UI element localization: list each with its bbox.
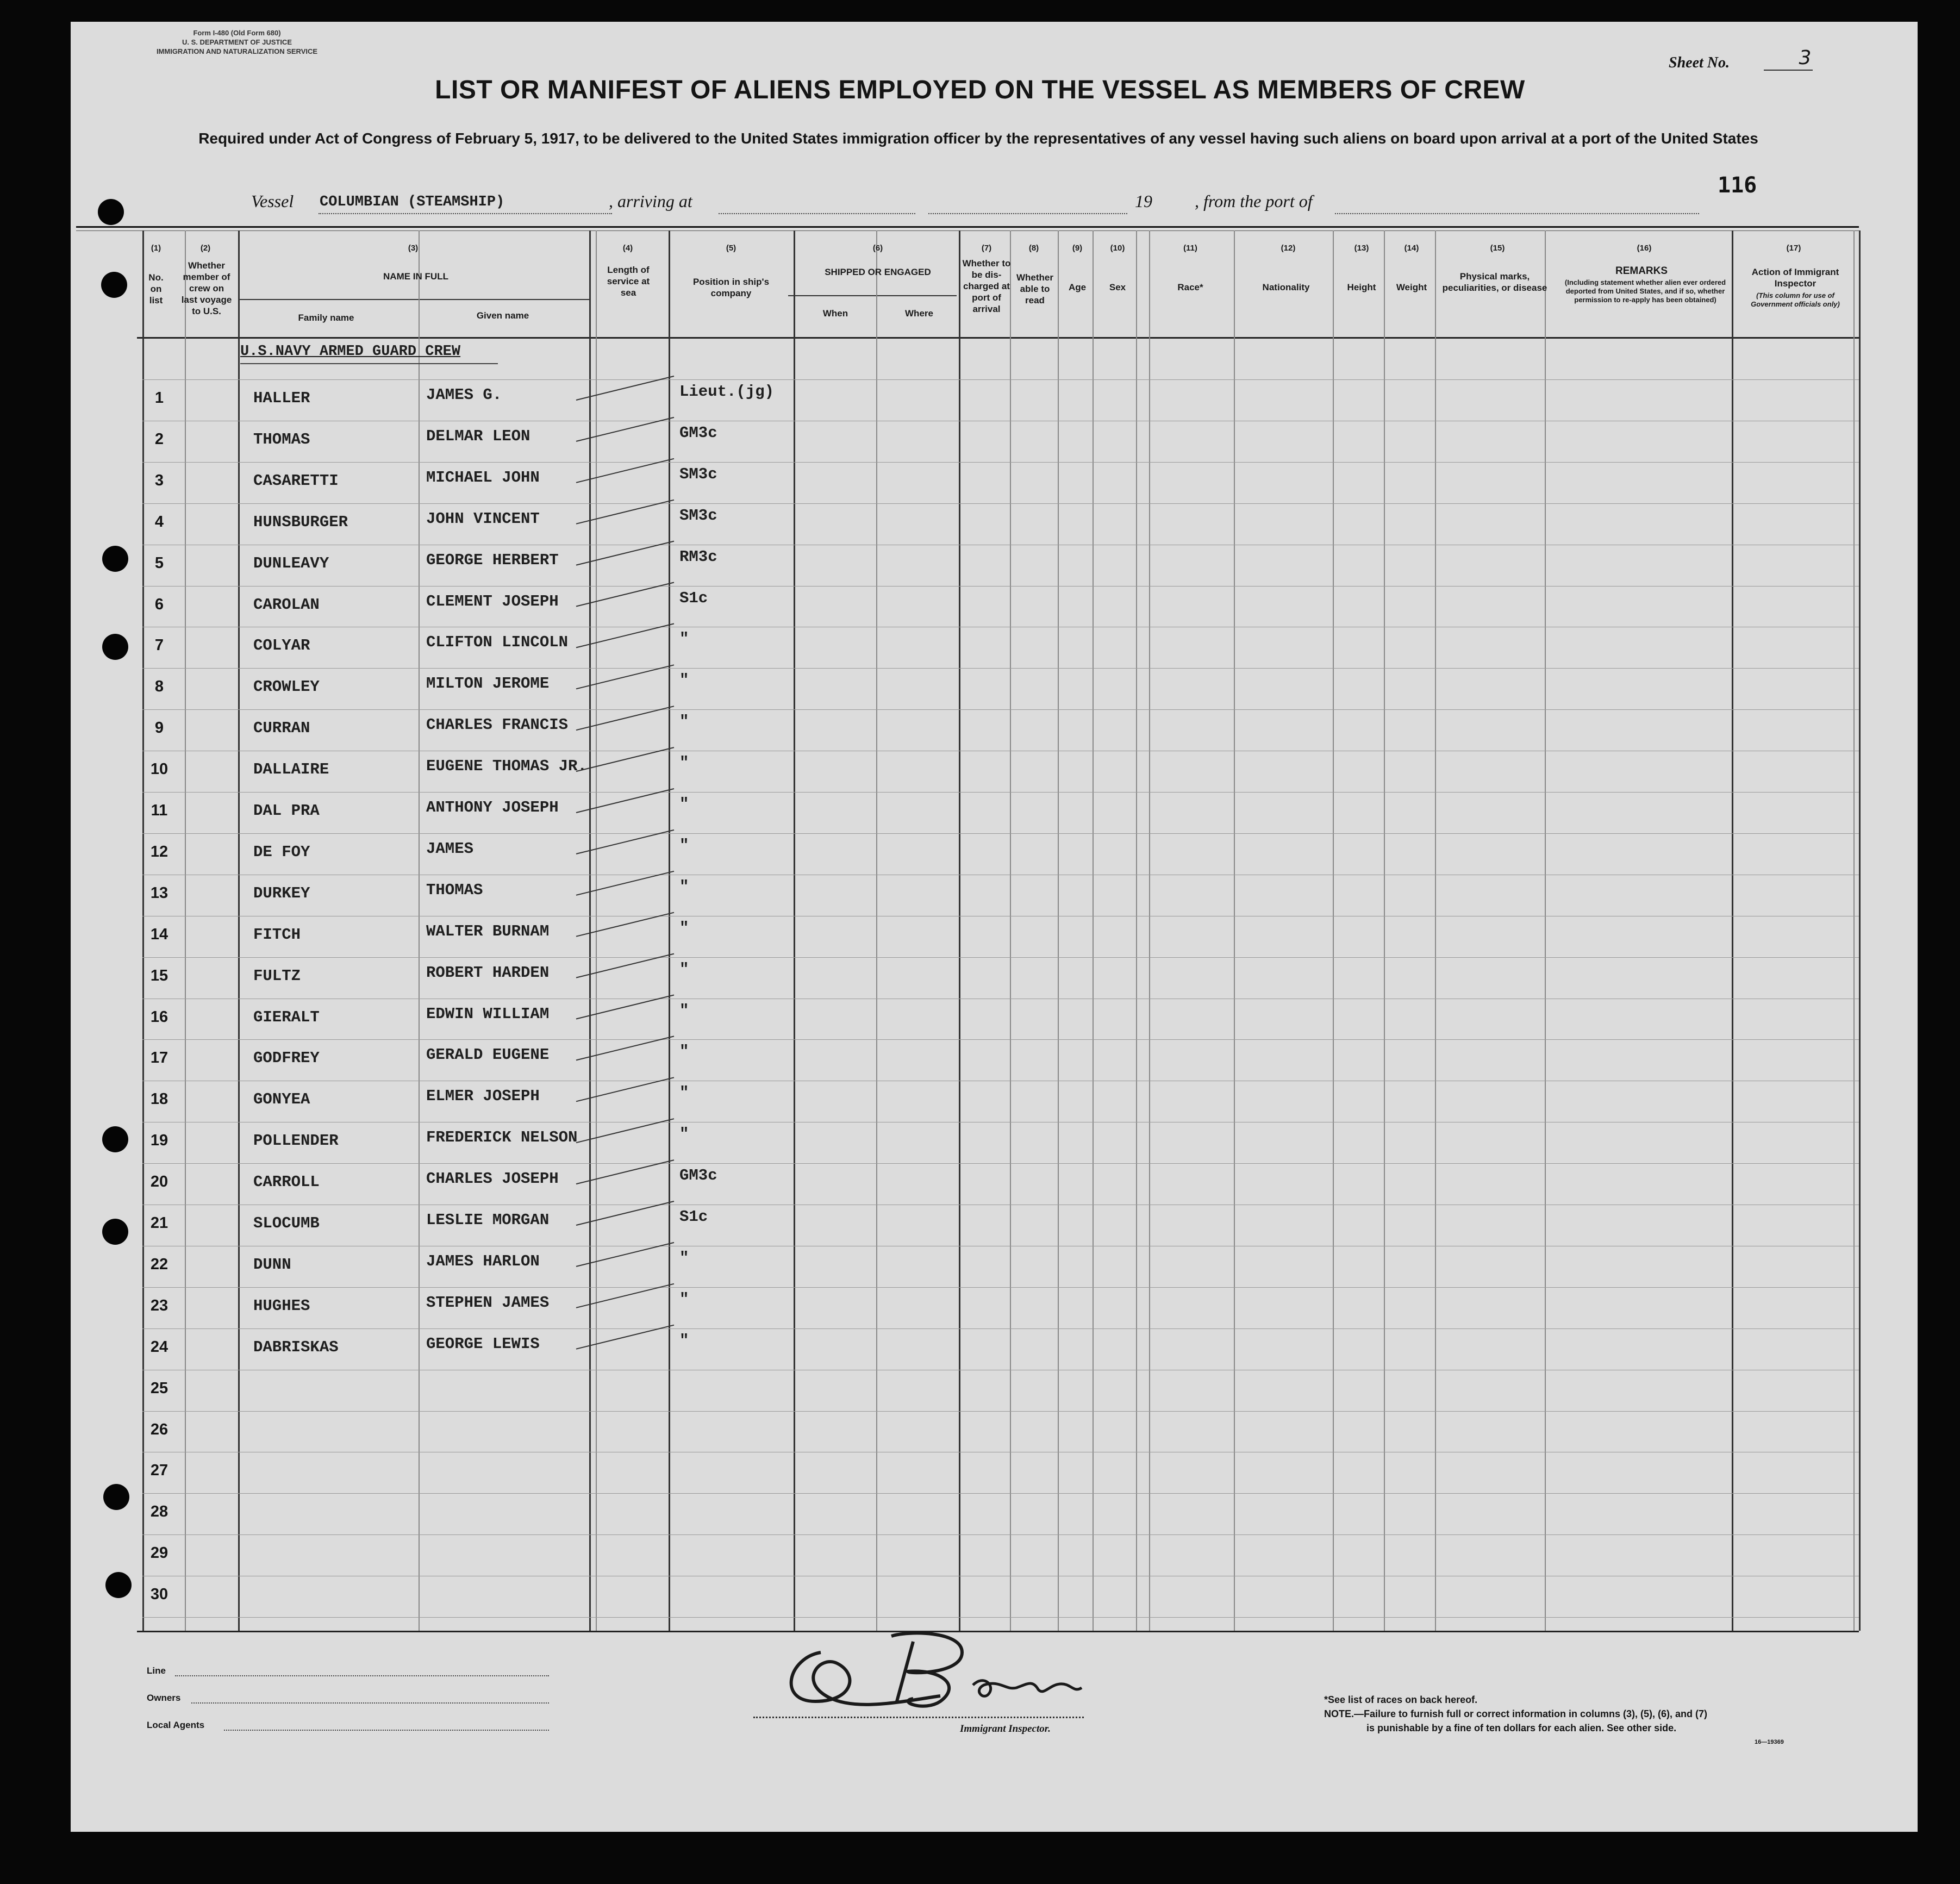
given-name-cell: MICHAEL JOHN: [426, 468, 540, 486]
given-name-cell: CHARLES JOSEPH: [426, 1170, 559, 1188]
owners-dotted-line: [191, 1702, 549, 1704]
row-number: 21: [150, 1214, 168, 1232]
column-rule: [1136, 230, 1137, 1631]
family-name-cell: FULTZ: [253, 966, 301, 985]
column-rule: [596, 230, 597, 1631]
row-rule: [142, 709, 1859, 710]
family-name-cell: HUNSBURGER: [253, 513, 348, 531]
row-number: 7: [154, 637, 164, 654]
row-number: 1: [154, 389, 164, 407]
row-number: 12: [150, 843, 168, 860]
row-number: 19: [150, 1132, 168, 1150]
form-number: Form I-480 (Old Form 680): [193, 29, 281, 37]
department-name: U. S. DEPARTMENT OF JUSTICE: [182, 38, 292, 46]
row-number: 26: [150, 1420, 168, 1438]
position-cell: ": [679, 919, 689, 937]
signature-line: [753, 1717, 1084, 1718]
column-rule: [238, 230, 240, 1631]
shipped-header-rule: [788, 295, 957, 296]
column-rule: [959, 230, 960, 1631]
given-name-cell: EDWIN WILLIAM: [426, 1005, 550, 1023]
agents-dotted-line: [224, 1730, 549, 1731]
family-name-cell: DALLAIRE: [253, 760, 329, 779]
column-rule: [589, 230, 591, 1631]
column-rule: [1234, 230, 1235, 1631]
column-rule: [1010, 230, 1011, 1631]
header-weight: Weight: [1396, 282, 1427, 292]
family-name-cell: DURKEY: [253, 884, 310, 902]
position-cell: ": [679, 713, 689, 731]
given-name-cell: CLEMENT JOSEPH: [426, 592, 559, 610]
races-note: *See list of races on back hereof.: [1324, 1694, 1478, 1705]
given-name-cell: GEORGE LEWIS: [426, 1334, 540, 1353]
family-name-cell: POLLENDER: [253, 1132, 339, 1150]
family-name-cell: CASARETTI: [253, 471, 339, 490]
given-name-cell: THOMAS: [426, 881, 483, 899]
name-header-rule: [238, 299, 590, 300]
column-rule: [1853, 230, 1855, 1631]
punch-hole: [98, 199, 124, 225]
header-discharged: Whether to be dis-charged at port of arrival: [962, 258, 1011, 314]
family-name-cell: DUNLEAVY: [253, 554, 329, 572]
sheet-number-underline: [1764, 70, 1813, 71]
row-number: 3: [154, 471, 164, 489]
line-dotted-line: [175, 1675, 549, 1676]
colnum-16: (16): [1637, 244, 1652, 253]
column-rule: [1333, 230, 1334, 1631]
header-length-of-service: Length of service at sea: [607, 265, 650, 298]
year-label: 19: [1135, 191, 1152, 211]
column-rule: [419, 230, 420, 1631]
colnum-6: (6): [872, 244, 883, 253]
row-number: 14: [150, 925, 168, 943]
family-name-cell: DE FOY: [253, 843, 310, 861]
position-cell: ": [679, 795, 689, 813]
given-name-cell: CLIFTON LINCOLN: [426, 633, 569, 652]
column-rule: [1732, 230, 1733, 1631]
row-rule: [142, 462, 1859, 463]
column-rule: [1435, 230, 1436, 1631]
row-number: 20: [150, 1173, 168, 1191]
given-name-cell: DELMAR LEON: [426, 427, 530, 445]
punch-hole: [103, 1484, 129, 1510]
header-able-to-read: Whether able to read: [1016, 272, 1053, 305]
document-subtitle: Required under Act of Congress of February 5, 1917, to be delivered to the United States immigration officer by the representatives of any vessel having such aliens on board upon arrival at a port of the United States: [198, 130, 1758, 147]
given-name-cell: GERALD EUGENE: [426, 1046, 550, 1064]
position-cell: SM3c: [679, 506, 717, 525]
header-remarks-note: (Including statement whether alien ever ordered deported from United States, and if so, whether permission to re-apply has been obtained): [1564, 278, 1726, 304]
family-name-cell: HUGHES: [253, 1296, 310, 1315]
colnum-13: (13): [1354, 244, 1369, 253]
column-rule: [876, 230, 877, 1631]
header-given-name: Given name: [476, 310, 529, 321]
row-rule: [142, 1039, 1859, 1040]
position-cell: ": [679, 1001, 689, 1020]
row-rule: [142, 1328, 1859, 1329]
row-rule: [142, 833, 1859, 834]
family-name-cell: FITCH: [253, 925, 301, 944]
row-number: 22: [150, 1255, 168, 1273]
row-rule: [142, 792, 1859, 793]
inspector-signature: [777, 1620, 1093, 1723]
position-cell: SM3c: [679, 465, 717, 483]
colnum-8: (8): [1028, 244, 1039, 253]
header-no-on-list: No. on list: [148, 272, 164, 305]
family-name-cell: COLYAR: [253, 637, 310, 655]
form-identification: [128, 28, 346, 56]
sheet-number-label: Sheet No.: [1669, 54, 1730, 71]
table-top-rule-thin: [76, 230, 1859, 231]
position-cell: S1c: [679, 589, 708, 607]
column-rule: [1093, 230, 1094, 1631]
row-number: 18: [150, 1090, 168, 1108]
vessel-dotted-line: [319, 213, 612, 214]
family-name-cell: CARROLL: [253, 1173, 320, 1191]
header-shipped-or-engaged: SHIPPED OR ENGAGED: [825, 267, 931, 277]
row-number: 8: [154, 678, 164, 696]
date-dotted-line: [928, 213, 1127, 214]
agents-label: Local Agents: [147, 1720, 205, 1730]
header-inspector-action: Action of Immigrant Inspector: [1751, 267, 1839, 289]
position-cell: ": [679, 1084, 689, 1102]
row-number: 9: [154, 719, 164, 737]
row-rule: [142, 1287, 1859, 1288]
family-name-cell: DAL PRA: [253, 802, 320, 820]
group-heading-underline: [240, 363, 498, 364]
header-where: Where: [905, 308, 933, 319]
print-code: 16—19369: [1755, 1739, 1784, 1745]
header-remarks: REMARKS: [1615, 265, 1668, 277]
penalty-note-continued: is punishable by a fine of ten dollars for each alien. See other side.: [1366, 1723, 1677, 1733]
table-top-rule: [76, 226, 1859, 228]
group-heading: U.S.NAVY ARMED GUARD CREW: [240, 344, 461, 360]
position-cell: GM3c: [679, 423, 717, 442]
header-position: Position in ship's company: [692, 277, 770, 298]
family-name-cell: SLOCUMB: [253, 1214, 320, 1232]
position-cell: ": [679, 1331, 689, 1350]
column-rule: [794, 230, 795, 1631]
header-sex: Sex: [1109, 282, 1126, 292]
row-number: 29: [150, 1544, 168, 1562]
family-name-cell: CROWLEY: [253, 678, 320, 696]
row-number: 13: [150, 884, 168, 902]
punch-hole: [102, 1126, 128, 1152]
row-number: 6: [154, 595, 164, 613]
row-rule: [142, 1411, 1859, 1412]
colnum-11: (11): [1183, 244, 1197, 253]
arriving-label: , arriving at: [609, 191, 692, 211]
column-rule: [185, 230, 186, 1631]
column-rule: [1545, 230, 1546, 1631]
row-rule: [142, 668, 1859, 669]
header-when: When: [822, 308, 848, 319]
position-cell: Lieut.(jg): [679, 383, 775, 401]
row-rule: [142, 1163, 1859, 1164]
given-name-cell: LESLIE MORGAN: [426, 1211, 550, 1229]
position-cell: ": [679, 754, 689, 772]
colnum-10: (10): [1110, 244, 1125, 253]
row-number: 4: [154, 513, 164, 531]
row-rule: [142, 1534, 1859, 1535]
punch-hole: [102, 634, 128, 660]
colnum-4: (4): [622, 244, 633, 253]
family-name-cell: GODFREY: [253, 1049, 320, 1068]
family-name-cell: HALLER: [253, 389, 310, 407]
column-rule: [1149, 230, 1150, 1631]
position-cell: ": [679, 1043, 689, 1061]
header-race: Race*: [1177, 282, 1203, 292]
colnum-7: (7): [981, 244, 992, 253]
punch-hole: [105, 1572, 132, 1598]
column-rule: [1058, 230, 1059, 1631]
given-name-cell: JAMES G.: [426, 386, 502, 404]
position-cell: ": [679, 1249, 689, 1267]
column-rule: [1384, 230, 1385, 1631]
document-title: LIST OR MANIFEST OF ALIENS EMPLOYED ON THE VESSEL AS MEMBERS OF CREW: [435, 76, 1525, 104]
from-port-label: , from the port of: [1195, 191, 1313, 211]
row-number: 2: [154, 430, 164, 448]
position-cell: GM3c: [679, 1166, 717, 1185]
position-cell: S1c: [679, 1208, 708, 1226]
header-member-last-voyage: Whether member of crew on last voyage to U.S.: [181, 260, 232, 316]
given-name-cell: EUGENE THOMAS JR.: [426, 757, 587, 776]
punch-hole: [101, 272, 127, 298]
colnum-12: (12): [1281, 244, 1296, 253]
family-name-cell: THOMAS: [253, 430, 310, 448]
line-label: Line: [147, 1665, 166, 1676]
column-rule: [669, 230, 670, 1631]
position-cell: ": [679, 836, 689, 854]
sheet-number: 3: [1799, 47, 1812, 69]
arriving-dotted-line: [719, 213, 915, 214]
row-number: 27: [150, 1462, 168, 1480]
given-name-cell: MILTON JEROME: [426, 675, 550, 693]
service-name: IMMIGRATION AND NATURALIZATION SERVICE: [156, 47, 318, 55]
given-name-cell: ELMER JOSEPH: [426, 1087, 540, 1106]
given-name-cell: FREDERICK NELSON: [426, 1128, 578, 1147]
colnum-5: (5): [726, 244, 736, 253]
row-rule: [142, 503, 1859, 504]
punch-hole: [102, 546, 128, 572]
header-name-in-full: NAME IN FULL: [383, 271, 448, 282]
header-physical-marks: Physical marks, peculiarities, or disease: [1442, 271, 1547, 293]
given-name-cell: WALTER BURNAM: [426, 922, 550, 940]
inspector-label: Immigrant Inspector.: [960, 1723, 1051, 1735]
family-name-cell: DUNN: [253, 1255, 291, 1274]
row-number: 30: [150, 1586, 168, 1604]
owners-label: Owners: [147, 1693, 181, 1703]
given-name-cell: ROBERT HARDEN: [426, 963, 550, 982]
punch-hole: [102, 1219, 128, 1245]
header-height: Height: [1347, 282, 1376, 292]
given-name-cell: JOHN VINCENT: [426, 509, 540, 528]
position-cell: ": [679, 1125, 689, 1144]
colnum-15: (15): [1490, 244, 1505, 253]
colnum-3: (3): [408, 244, 419, 253]
header-bottom-rule: [137, 337, 1859, 339]
position-cell: ": [679, 960, 689, 978]
page-number: 116: [1718, 173, 1757, 198]
position-cell: ": [679, 1290, 689, 1308]
given-name-cell: JAMES: [426, 839, 474, 858]
family-name-cell: DABRISKAS: [253, 1338, 339, 1356]
row-number: 17: [150, 1049, 168, 1067]
column-rule: [1859, 230, 1861, 1631]
header-family-name: Family name: [298, 313, 354, 323]
header-inspector-note: (This column for use of Government officials only): [1751, 291, 1840, 308]
family-name-cell: CAROLAN: [253, 595, 320, 614]
given-name-cell: GEORGE HERBERT: [426, 551, 559, 569]
row-number: 15: [150, 966, 168, 984]
colnum-17: (17): [1786, 244, 1801, 253]
row-rule: [142, 1617, 1859, 1618]
given-name-cell: ANTHONY JOSEPH: [426, 798, 559, 816]
row-number: 10: [150, 760, 168, 778]
vessel-name: COLUMBIAN (STEAMSHIP): [320, 194, 505, 210]
row-number: 16: [150, 1008, 168, 1026]
given-name-cell: STEPHEN JAMES: [426, 1293, 550, 1312]
row-number: 5: [154, 554, 164, 572]
position-cell: RM3c: [679, 547, 717, 566]
row-rule: [142, 1493, 1859, 1494]
colnum-1: (1): [151, 244, 161, 253]
row-rule: [142, 957, 1859, 958]
row-number: 28: [150, 1503, 168, 1521]
header-nationality: Nationality: [1262, 282, 1310, 292]
given-name-cell: JAMES HARLON: [426, 1252, 540, 1270]
port-dotted-line: [1335, 213, 1699, 214]
vessel-label: Vessel: [251, 191, 294, 211]
row-number: 23: [150, 1296, 168, 1314]
penalty-note: NOTE.—Failure to furnish full or correct information in columns (3), (5), (6), and (7): [1324, 1708, 1708, 1719]
family-name-cell: GONYEA: [253, 1090, 310, 1109]
family-name-cell: CURRAN: [253, 719, 310, 738]
family-name-cell: GIERALT: [253, 1008, 320, 1026]
row-number: 24: [150, 1338, 168, 1356]
position-cell: ": [679, 630, 689, 648]
given-name-cell: CHARLES FRANCIS: [426, 716, 569, 734]
row-number: 25: [150, 1379, 168, 1397]
position-cell: ": [679, 877, 689, 896]
colnum-9: (9): [1072, 244, 1083, 253]
colnum-14: (14): [1404, 244, 1419, 253]
row-rule: [142, 379, 1859, 380]
position-cell: ": [679, 671, 689, 690]
header-age: Age: [1068, 282, 1087, 292]
row-rule: [142, 586, 1859, 587]
row-number: 11: [151, 802, 168, 819]
colnum-2: (2): [200, 244, 211, 253]
